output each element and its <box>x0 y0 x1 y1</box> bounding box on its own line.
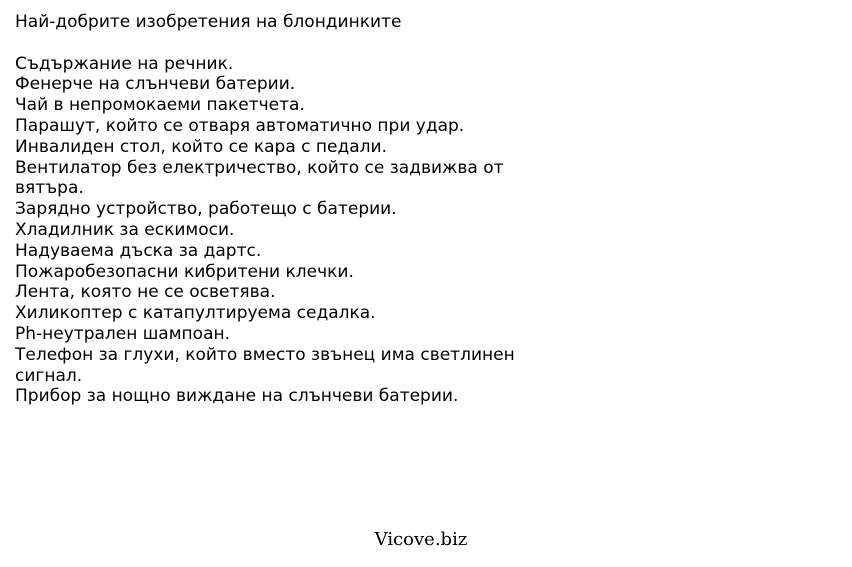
list-item: Телефон за глухи, който вместо звънец има светлинен сигнал. <box>15 344 515 386</box>
list-item: Хиликоптер с катапултируема седалка. <box>15 303 376 324</box>
list-item: Парашут, който се отваря автоматично при удар. <box>15 115 465 136</box>
list-item: Инвалиден стол, който се кара с педали. <box>15 136 387 157</box>
page-title: Най-добрите изобретения на блондинките <box>15 12 402 32</box>
list-item: Пожаробезопасни кибритени клечки. <box>15 261 354 282</box>
list-item: Зарядно устройство, работещо с батерии. <box>15 199 397 220</box>
list-item: Фенерче на слънчеви батерии. <box>15 74 296 95</box>
list-item: Ph-неутрален шампоан. <box>15 323 230 344</box>
site-watermark: Vicove.biz <box>374 529 468 550</box>
list-item: Прибор за нощно виждане на слънчеви батерии. <box>15 386 459 407</box>
list-item: Чай в непромокаеми пакетчета. <box>15 95 305 116</box>
list-item: Лента, която не се осветява. <box>15 282 276 303</box>
list-item: Съдържание на речник. <box>15 53 234 74</box>
list-item: Надуваема дъска за дартс. <box>15 240 262 261</box>
inventions-list <box>15 54 575 408</box>
document-body <box>15 12 575 407</box>
list-item: Хладилник за ескимоси. <box>15 219 235 240</box>
list-item: Вентилатор без електричество, който се задвижва от вятъра. <box>15 157 504 199</box>
